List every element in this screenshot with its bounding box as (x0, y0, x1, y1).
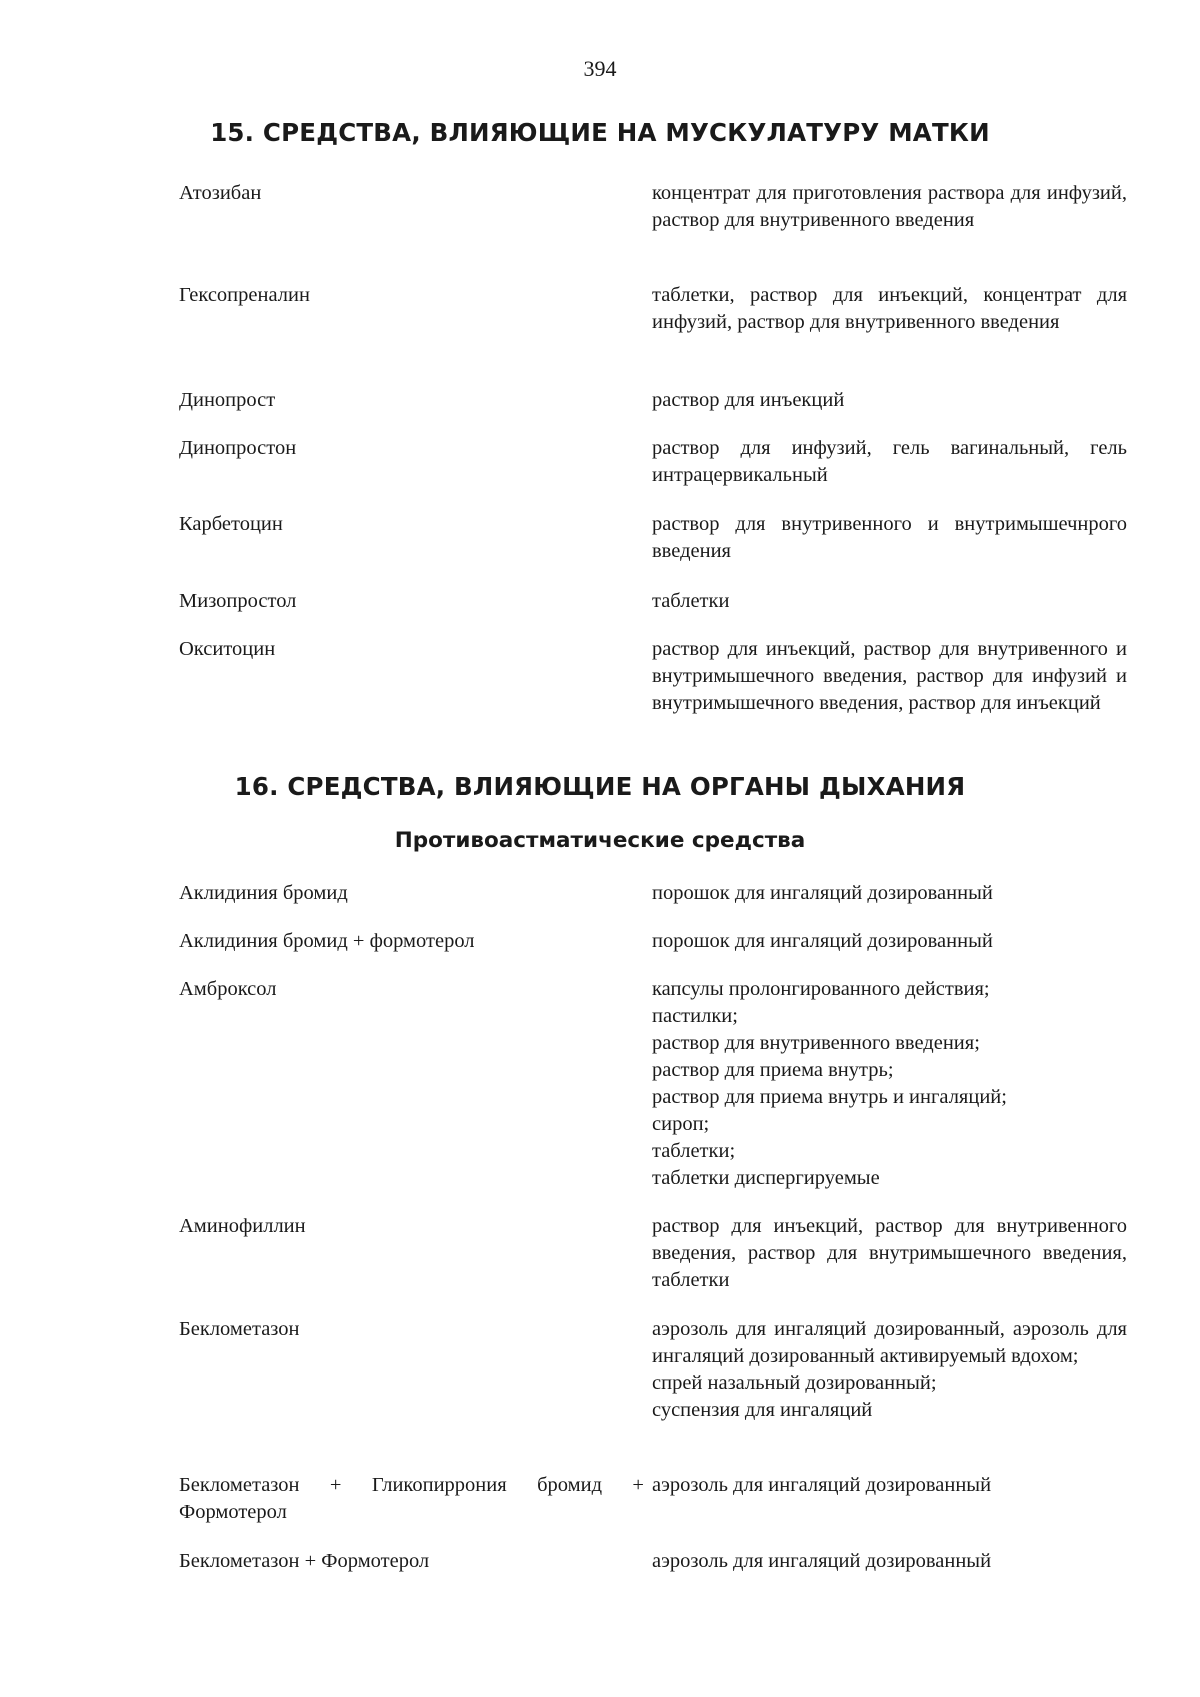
drug-form: раствор для инъекций, раствор для внутривенного введения, раствор для внутримышечного введения, таблетки (652, 1215, 1127, 1291)
drug-form: концентрат для приготовления раствора для инфузий, раствор для внутривенного введения (652, 182, 1127, 231)
drug-form: раствор для внутривенного и внутримышечнрого введения (652, 513, 1127, 562)
drug-name: Беклометазон + Гликопиррония бромид + Формотерол (179, 1474, 644, 1523)
drug-name: Атозибан (179, 182, 262, 204)
drug-form: аэрозоль для ингаляций дозированный (652, 1474, 992, 1496)
drug-form: раствор для инфузий, гель вагинальный, гель интрацервикальный (652, 437, 1127, 486)
drug-name: Беклометазон (179, 1318, 300, 1340)
section-16-title: 16. СРЕДСТВА, ВЛИЯЮЩИЕ НА ОРГАНЫ ДЫХАНИЯ (234, 772, 966, 801)
drug-form: раствор для инъекций, раствор для внутривенного и внутримышечного введения, раствор для инфузий и внутримышечного введения, раствор для инъекций (652, 638, 1127, 714)
drug-form: капсулы пролонгированного действия; пастилки; раствор для внутривенного введения; раствор для приема внутрь; раствор для приема внутрь и ингаляций; сироп; таблетки; таблетки диспергируемые (652, 978, 1007, 1189)
drug-name: Окситоцин (179, 638, 276, 660)
drug-form: таблетки, раствор для инъекций, концентрат для инфузий, раствор для внутривенного введения (652, 284, 1127, 333)
drug-form: таблетки (652, 590, 730, 612)
drug-name: Аклидиния бромид (179, 882, 348, 904)
drug-name: Аклидиния бромид + формотерол (179, 930, 475, 952)
page-number: 394 (583, 56, 617, 81)
drug-name: Мизопростол (179, 590, 297, 612)
drug-name: Беклометазон + Формотерол (179, 1550, 430, 1572)
drug-name: Динопрост (179, 389, 276, 411)
drug-name: Гексопреналин (179, 284, 310, 306)
drug-name: Карбетоцин (179, 513, 283, 535)
drug-form: раствор для инъекций (652, 389, 845, 411)
drug-name: Динопростон (179, 437, 297, 459)
drug-form: аэрозоль для ингаляций дозированный (652, 1550, 992, 1572)
drug-name: Амброксол (179, 978, 277, 1000)
drug-form: аэрозоль для ингаляций дозированный, аэрозоль для ингаляций дозированный активируемый вдохом; спрей назальный дозированный; суспензия для ингаляций (652, 1318, 1127, 1421)
section-15-title: 15. СРЕДСТВА, ВЛИЯЮЩИЕ НА МУСКУЛАТУРУ МАТКИ (210, 118, 990, 147)
section-16-subtitle: Противоастматические средства (394, 828, 806, 853)
drug-form: порошок для ингаляций дозированный (652, 930, 993, 952)
drug-name: Аминофиллин (179, 1215, 306, 1237)
drug-form: порошок для ингаляций дозированный (652, 882, 993, 904)
